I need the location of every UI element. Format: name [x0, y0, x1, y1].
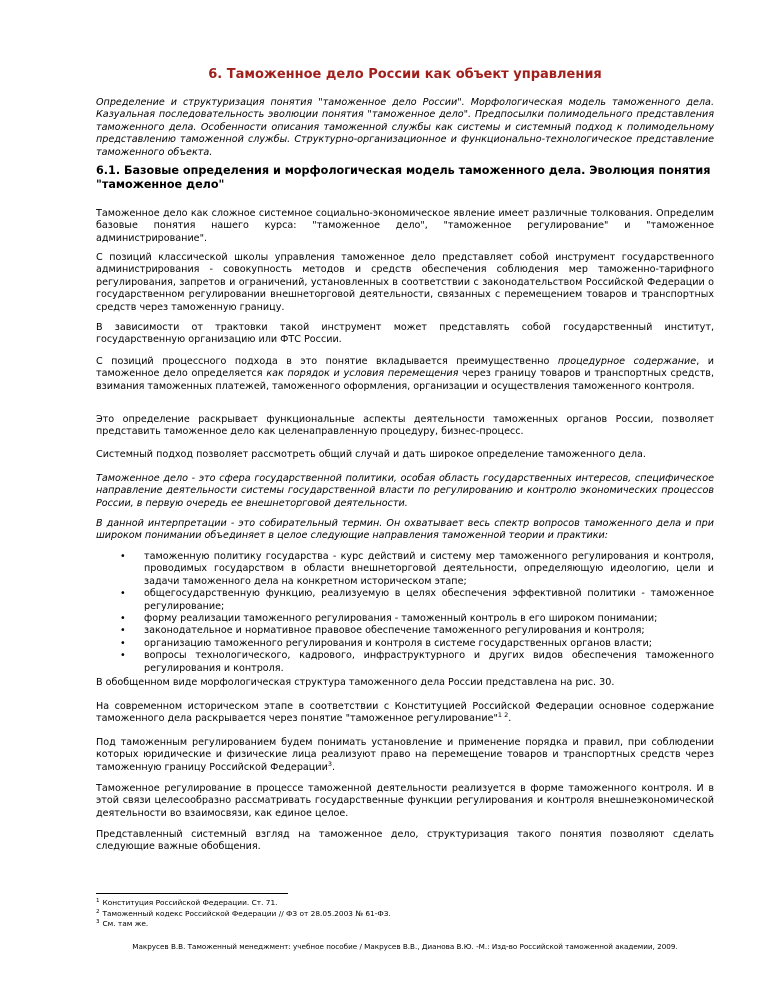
- paragraph-12: Таможенное регулирование в процессе таможенной деятельности реализуется в форме таможенного контроля. И в этой связи целесообразно рассматривать государственные функции регулирования и контроля внешнеэкономической деятельности во взаимосвязи, как единое целое.: [96, 783, 714, 819]
- footnote: $^2$ Таможенный кодекс Российской Федерации // ФЗ от 28.05.2003 № 61-ФЗ.: [96, 908, 391, 918]
- footnote-ref-1-2[interactable]: 1 2: [497, 711, 509, 720]
- paragraph-4: [96, 356, 714, 393]
- chapter-abstract: Определение и структуризация понятия "таможенное дело России". Морфологическая модель таможенного дела. Казуальная последовательность эволюции понятия "таможенное дело". Предпосылки полимодельного представления таможенного дела. Особенности описания таможенной службы как системы и системный подход к полимодельному представлению таможенной службы. Структурно-организационное и функционально-технологическое представление таможенного объекта.: [96, 97, 714, 158]
- definition-paragraph: Таможенное дело - это сфера государственной политики, особая область государственных интересов, специфическое направление деятельности системы государственной власти по регулированию и контролю экономических процессов России, в первую очередь ее внешнеторговой деятельности.: [96, 473, 714, 509]
- page-footer: Макрусев В.В. Таможенный менеджмент: учебное пособие / Макрусев В.В., Дианова В.Ю. -М.: Изд-во Российской таможенной академии, 2009.: [132, 942, 678, 951]
- list-item: • вопросы технологического, кадрового, инфраструктурного и других видов обеспечения таможенного регулирования и контроля.: [120, 650, 714, 674]
- paragraph-11: Под таможенным регулированием будем понимать установление и применение порядка и правил, при соблюдении которых юридические и физические лица реализуют право на перемещение товаров и транспортных средств через таможенную границу Российской Федерации$^3$.: [96, 737, 714, 773]
- paragraph-9: В обобщенном виде морфологическая структура таможенного дела России представлена на рис. 30.: [96, 677, 615, 688]
- interpretation-paragraph: В данной интерпретации - это собирательный термин. Он охватывает весь спектр вопросов таможенного дела и при широком понимании объединяет в целое следующие направления таможенной теории и практики:: [96, 518, 714, 542]
- paragraph-2: С позиций классической школы управления таможенное дело представляет собой инструмент государственного администрирования - совокупность методов и средств обеспечения соблюдения мер таможенно-тарифного регулирования, запретов и ограничений, установленных в соответствии с законодательством Российской Федерации о государственном регулировании внешнеторговой деятельности, связанных с перемещением товаров и транспортных средств через таможенную границу.: [96, 252, 714, 313]
- paragraph-6: Системный подход позволяет рассмотреть общий случай и дать широкое определение таможенного дела.: [96, 449, 646, 460]
- page-title: 6. Таможенное дело России как объект управления: [208, 67, 602, 82]
- paragraph-4-part-a: С позиций процессного подхода в это понятие вкладывается преимущественно: [96, 356, 558, 367]
- paragraph-10: На современном историческом этапе в соответствии с Конституцией Российской Федерации основное содержание таможенного дела раскрывается через понятие "таможенное регулирование"$^{1 2}$.: [96, 701, 714, 725]
- footnote: $^1$ Конституция Российской Федерации. Ст. 71.: [96, 898, 278, 907]
- footnote: $^3$ См. там же.: [96, 919, 149, 928]
- paragraph-4-part-c: через границу товаров и транспортных средств, взимания таможенных платежей, таможенного оформления, организации и осуществления таможенного контроля.: [96, 368, 715, 392]
- footnote-divider: [96, 893, 288, 894]
- bullet-icon: •: [120, 650, 126, 662]
- bullet-icon: •: [120, 613, 126, 625]
- bullet-icon: •: [120, 588, 126, 600]
- list-item: • таможенную политику государства - курс действий и систему мер таможенного регулирования и контроля, проводимых государством в области внешнеторговой деятельности, определяющую идеологию, цели и задачи таможенного дела на конкретном историческом этапе;: [120, 551, 714, 587]
- list-item: • форму реализации таможенного регулирования - таможенный контроль в его широком понимании;: [120, 613, 658, 625]
- directions-list: [96, 551, 714, 675]
- paragraph-5: Это определение раскрывает функциональные аспекты деятельности таможенных органов России, позволяет представить таможенное дело как целенаправленную процедуру, бизнес-процесс.: [96, 414, 714, 438]
- paragraph-13: Представленный системный взгляд на таможенное дело, структуризация такого понятия позволяют сделать следующие важные обобщения.: [96, 829, 714, 853]
- bullet-icon: •: [120, 637, 126, 649]
- list-item: • законодательное и нормативное правовое обеспечение таможенного регулирования и контроля;: [120, 625, 645, 637]
- footnote-ref-3[interactable]: 3: [327, 759, 332, 768]
- paragraph-4-emphasis-2: как порядок и условия перемещения: [266, 368, 459, 380]
- paragraph-4-emphasis-1: процедурное содержание: [557, 356, 697, 367]
- footnotes: [96, 898, 714, 930]
- list-item: • общегосударственную функцию, реализуемую в целях обеспечения эффективной политики - таможенное регулирование;: [120, 588, 714, 612]
- paragraph-1: Таможенное дело как сложное системное социально-экономическое явление имеет различные толкования. Определим базовые понятия нашего курса: "таможенное дело", "таможенное регулирование" и "таможенное администрирование".: [96, 208, 714, 244]
- bullet-icon: •: [120, 551, 126, 562]
- paragraph-4-part-b: , и таможенное дело определяется: [96, 356, 714, 380]
- bullet-icon: •: [120, 625, 126, 637]
- paragraph-3: В зависимости от трактовки такой инструмент может представлять собой государственный институт, государственную организацию или ФТС России.: [96, 322, 714, 346]
- section-heading: 6.1. Базовые определения и морфологическая модель таможенного дела. Эволюция понятия "таможенное дело": [96, 164, 711, 191]
- list-item: • организацию таможенного регулирования и контроля в системе государственных органов власти;: [120, 637, 652, 649]
